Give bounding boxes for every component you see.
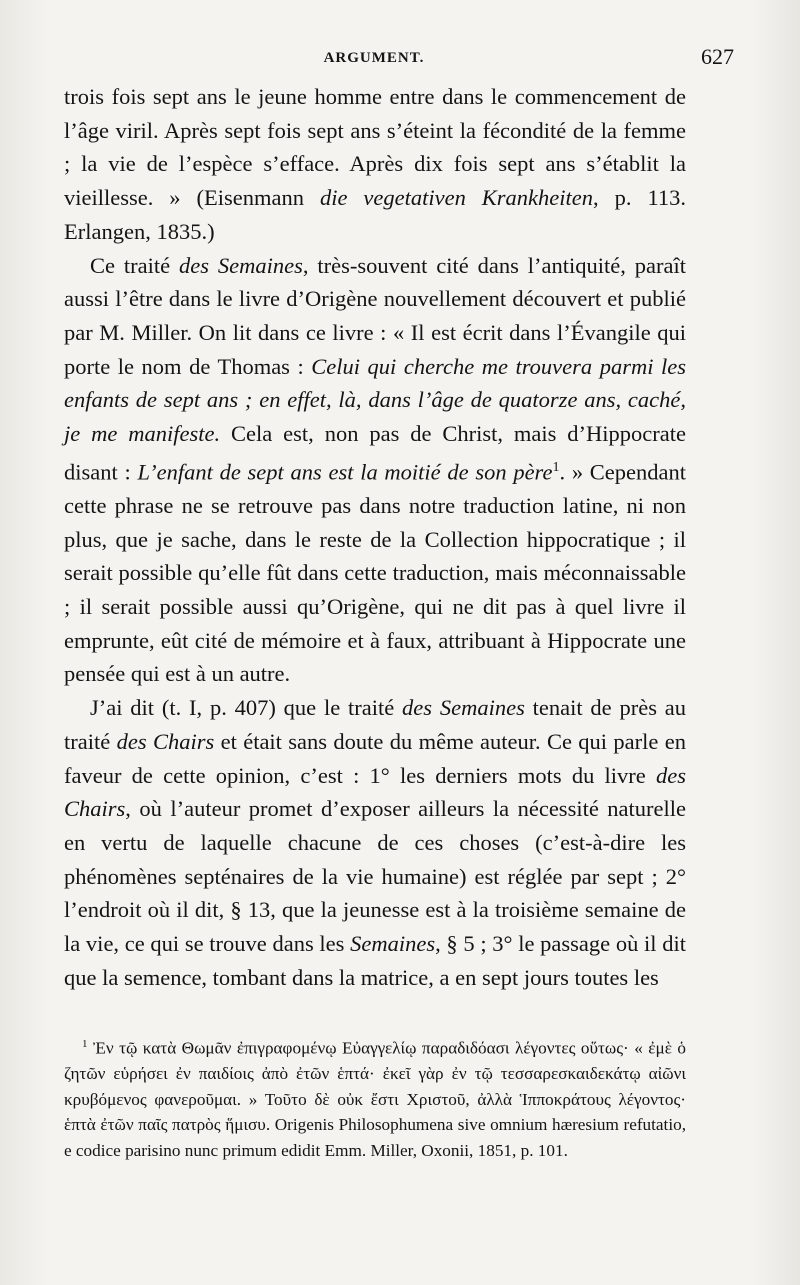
text-run: tenait de près au traité — [64, 695, 686, 754]
paragraph — [64, 80, 686, 249]
italic-text: Semaines — [350, 931, 436, 957]
text-run: Cela est, non pas de Christ, mais d’Hippocrate disant : — [64, 421, 686, 485]
paragraph — [64, 691, 686, 994]
italic-text: des Chairs — [116, 728, 215, 754]
running-head: ARGUMENT. — [323, 50, 425, 66]
text-run: trois fois sept ans le jeune homme entre dans le commencement de l’âge viril. Après sept fois sept ans s’éteint la fécondité de la femme ; la vie de l’espèce s’efface. Après dix fois sept ans s’établit la vieillesse. » (Eisenmann — [64, 84, 686, 211]
italic-text: L’enfant de sept ans est la moitié de son père — [137, 459, 553, 485]
italic-text: Celui qui cherche me trouvera parmi les enfants de sept ans ; en effet, là, dans l’âge de quatorze ans, caché, je me manifeste. — [64, 353, 686, 447]
text-run: , très-souvent cité dans l’antiquité, paraît aussi l’être dans le livre d’Origène nouvellement découvert et publié par M. Miller. On lit dans ce livre : « Il est écrit dans l’Évangile qui porte le nom de Thomas : — [64, 252, 686, 379]
italic-text: des Semaines — [179, 252, 303, 278]
footnote-mark: 1 — [82, 1038, 88, 1050]
text-run: , où l’auteur promet d’exposer ailleurs la nécessité naturelle en vertu de laquelle chacune de ces choses (c’est-à-dire les phénomènes septénaires de la vie humaine) est réglée par sept ; 2° l’endroit où il dit, § 13, que la jeunesse est à la troisième semaine de la vie, ce qui se trouve dans les — [64, 796, 686, 957]
text-run: et était sans doute du même auteur. Ce qui parle en faveur de cette opinion, c’est : 1° les derniers mots du livre — [64, 728, 686, 788]
italic-text: des Semaines — [402, 695, 525, 721]
italic-text: des Chairs — [64, 762, 686, 822]
paragraph — [64, 249, 686, 692]
page-header — [64, 44, 734, 80]
body-text — [64, 80, 686, 994]
text-run: J’ai dit (t. I, p. 407) que le traité — [90, 695, 403, 721]
footnote-text: Ἐν τῷ κατὰ Θωμᾶν ἐπιγραφομένῳ Εὐαγγελίῳ παραδιδόασι λέγοντες οὕτως· « ἐμὲ ὁ ζητῶν εὑρήσει ἐν παιδίοις ἀπὸ ἐτῶν ἑπτά· ἐκεῖ γὰρ ἐν τῷ τεσσαρεσκαιδεκάτῳ αἰῶνι κρυβόμενος φανεροῦμαι. » Τοῦτο δὲ οὐκ ἔστι Χριστοῦ, ἀλλὰ Ἱπποκράτους λέγοντος· ἑπτὰ ἐτῶν παῖς πατρὸς ἥμισυ. Origenis Philosophumena sive omnium hæresium refutatio, e codice parisino nunc primum edidit Emm. Miller, Oxonii, 1851, p. 101. — [64, 1038, 687, 1160]
text-run: Ce traité — [90, 252, 180, 278]
footnote — [64, 1032, 686, 1163]
footnote-reference: 1 — [552, 459, 560, 475]
text-run: , § 5 ; 3° le passage où il dit que la semence, tombant dans la matrice, a en sept jours toutes les — [64, 931, 686, 990]
italic-text: die vegetativen Krankheiten — [319, 185, 594, 211]
footnotes — [64, 1032, 686, 1163]
text-run: . » Cependant cette phrase ne se retrouve pas dans notre traduction latine, ni non plus, que je sache, dans le reste de la Collection hippocratique ; il serait possible qu’elle fût dans cette traduction, mais méconnaissable ; il serait possible aussi qu’Origène, qui ne dit pas à quel livre il emprunte, eût cité de mémoire et à faux, attribuant à Hippocrate une pensée qui est à un autre. — [64, 459, 687, 687]
page-number: 627 — [701, 44, 734, 69]
text-run: , p. 113. Erlangen, 1835.) — [64, 185, 686, 244]
